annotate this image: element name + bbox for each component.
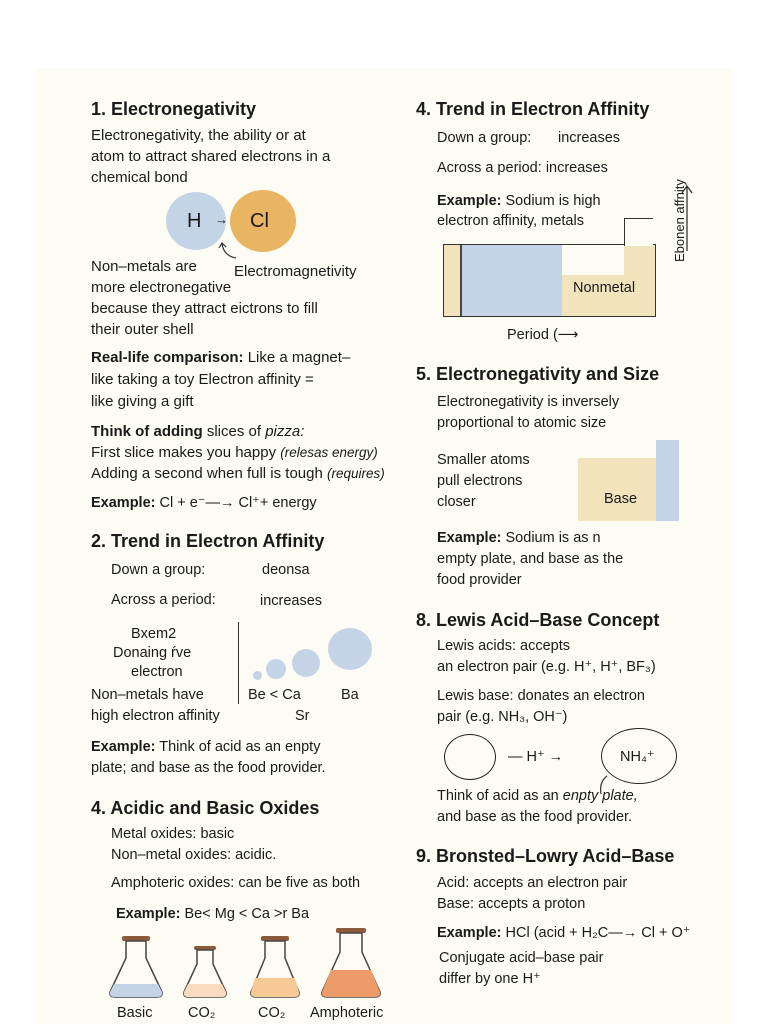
- s5-example-line-3: food provider: [437, 572, 522, 588]
- s9-base-line: Base: accepts a proton: [437, 896, 586, 912]
- flask-co2-small-icon: [180, 944, 230, 1000]
- section-8-title: 8. Lewis Acid–Base Concept: [416, 610, 660, 630]
- base-label: Base: [604, 491, 638, 507]
- s5-smaller-line-1: Smaller atoms: [437, 452, 530, 468]
- reaction-arrow-text: — H⁺ →: [508, 749, 564, 765]
- s2-nonmetals-line-1: Non–metals have: [91, 687, 204, 703]
- nh4-label: NH₄⁺: [620, 749, 655, 765]
- s5-line-1: Electronegativity is inversely: [437, 394, 620, 410]
- s3-nonmetal-oxides: Non–metal oxides: acidic.: [111, 847, 277, 863]
- s3-amphoteric-oxides: Amphoteric oxides: can be five as both: [111, 875, 361, 891]
- period-label: Period (⟶: [507, 327, 579, 343]
- section-2-title: 2. Trend in Electron Affinity: [91, 531, 325, 551]
- flask-label-co2-2: CO₂: [258, 1005, 286, 1021]
- up-arrow-icon: [680, 183, 694, 253]
- s2-example-line-1: Example: Think of acid as an enpty: [91, 739, 321, 755]
- s1-nonmetals-line-2: more electronegative: [91, 279, 232, 296]
- s2-across-value: increases: [260, 593, 323, 609]
- s5-line-2: proportional to atomic size: [437, 415, 607, 431]
- s1-nonmetals-line-1: Non–metals are: [91, 258, 197, 275]
- s4-down-label: Down a group:: [437, 130, 532, 146]
- size-step-high: [656, 440, 679, 521]
- s8-acids-line-1: Lewis acids: accepts: [437, 638, 570, 654]
- s1-second-slice-line: Adding a second when full is tough (requires): [91, 465, 385, 482]
- s2-exam-line-2: Donaing ŕve: [113, 645, 192, 661]
- s2-exam-line-1: Bxem2: [131, 626, 177, 642]
- s9-example-line: Example: HCl (acid + H₂C—→ Cl + O⁺: [437, 925, 691, 941]
- s8-think-line-2: and base as the food provider.: [437, 809, 633, 825]
- section-oxides-title: 4. Acidic and Basic Oxides: [91, 798, 320, 818]
- s2-example-line-2: plate; and base as the food provider.: [91, 760, 326, 776]
- s8-base-line-2: pair (e.g. NH₃, OH⁻): [437, 709, 568, 725]
- atom-size-circle-4: [328, 628, 372, 670]
- s8-think-line-1: Think of acid as an enpty plate,: [437, 788, 638, 804]
- s9-conjugate-line-1: Conjugate acid–base pair: [439, 950, 604, 966]
- s3-metal-oxides: Metal oxides: basic: [111, 826, 235, 842]
- s1-real-life-line-1: Real-life comparison: Like a magnet–: [91, 349, 351, 366]
- s4-down-value: increases: [558, 130, 621, 146]
- s5-smaller-line-3: closer: [437, 494, 476, 510]
- electromagnetivity-label: Electromagnetivity: [234, 263, 357, 280]
- flask-label-amphoteric: Amphoteric: [310, 1005, 384, 1021]
- s9-acid-line: Acid: accepts an electron pair: [437, 875, 628, 891]
- section-4-title: 4. Trend in Electron Affinity: [416, 99, 650, 119]
- s1-def-line-2: atom to attract shared electrons in a: [91, 148, 331, 165]
- section-9-title: 9. Bronsted–Lowry Acid–Base: [416, 846, 675, 866]
- s1-nonmetals-line-3: because they attract eictrons to fill: [91, 300, 318, 317]
- s2-across-label: Across a period:: [111, 592, 216, 608]
- bond-arrow-icon: →: [215, 212, 228, 227]
- s1-def-line-1: Electronegativity, the ability or at: [91, 127, 306, 144]
- table-column-left: [444, 245, 460, 316]
- h-symbol: H: [187, 210, 202, 232]
- s2-nonmetals-line-2: high electron affinity: [91, 708, 220, 724]
- s4-example-line-2: electron affinity, metals: [437, 213, 584, 229]
- s2-element-row: Be < Ca: [248, 687, 301, 703]
- flask-basic-icon: [104, 934, 168, 1000]
- s5-example-line-2: empty plate, and base as the: [437, 551, 624, 567]
- s2-exam-line-3: electron: [131, 664, 183, 680]
- cl-symbol: Cl: [250, 210, 269, 232]
- section-1-title: 1. Electronegativity: [91, 99, 257, 119]
- atom-size-circle-1: [253, 671, 262, 680]
- nonmetal-label: Nonmetal: [573, 280, 636, 296]
- s8-base-line-1: Lewis base: donates an electron: [437, 688, 645, 704]
- table-metal-block: [462, 245, 562, 316]
- s2-element-ba: Ba: [341, 687, 359, 703]
- s3-example-line: Example: Be< Mg < Ca >r Ba: [116, 906, 310, 922]
- s5-example-line-1: Example: Sodium is as n: [437, 530, 601, 546]
- s5-smaller-line-2: pull electrons: [437, 473, 523, 489]
- flask-co2-peach-icon: [246, 934, 304, 1000]
- atom-size-circle-3: [292, 649, 320, 677]
- s4-example-line-1: Example: Sodium is high: [437, 193, 601, 209]
- flask-label-basic: Basic: [117, 1005, 153, 1021]
- s2-down-label: Down a group:: [111, 562, 206, 578]
- flask-amphoteric-icon: [316, 926, 386, 1000]
- atom-size-circle-2: [266, 659, 286, 679]
- s9-conjugate-line-2: differ by one H⁺: [439, 971, 541, 987]
- s1-example-line: Example: Cl + e⁻—→ Cl⁺+ energy: [91, 495, 317, 511]
- s2-element-sr: Sr: [295, 708, 310, 724]
- flask-label-co2-1: CO₂: [188, 1005, 216, 1021]
- section-5-title: 5. Electronegativity and Size: [416, 364, 660, 384]
- acceptor-circle: [444, 734, 496, 780]
- s1-real-life-line-3: like giving a gift: [91, 393, 194, 410]
- s1-nonmetals-line-4: their outer shell: [91, 321, 194, 338]
- s1-real-life-line-2: like taking a toy Electron affinity =: [91, 371, 314, 388]
- s8-acids-line-2: an electron pair (e.g. H⁺, H⁺, BF₃): [437, 659, 656, 675]
- curved-arrow-icon: [218, 240, 240, 260]
- s1-def-line-3: chemical bond: [91, 169, 188, 186]
- s2-down-value: deonsa: [262, 562, 310, 578]
- s1-first-slice-line: First slice makes you happy (relesas energy): [91, 444, 378, 461]
- table-corner-step: [624, 218, 653, 246]
- s4-across-line: Across a period: increases: [437, 160, 608, 176]
- s1-pizza-line: Think of adding slices of pizza:: [91, 423, 305, 440]
- divider-line: [238, 622, 239, 704]
- vertical-affinity-label: Ebonen affnity: [672, 179, 687, 262]
